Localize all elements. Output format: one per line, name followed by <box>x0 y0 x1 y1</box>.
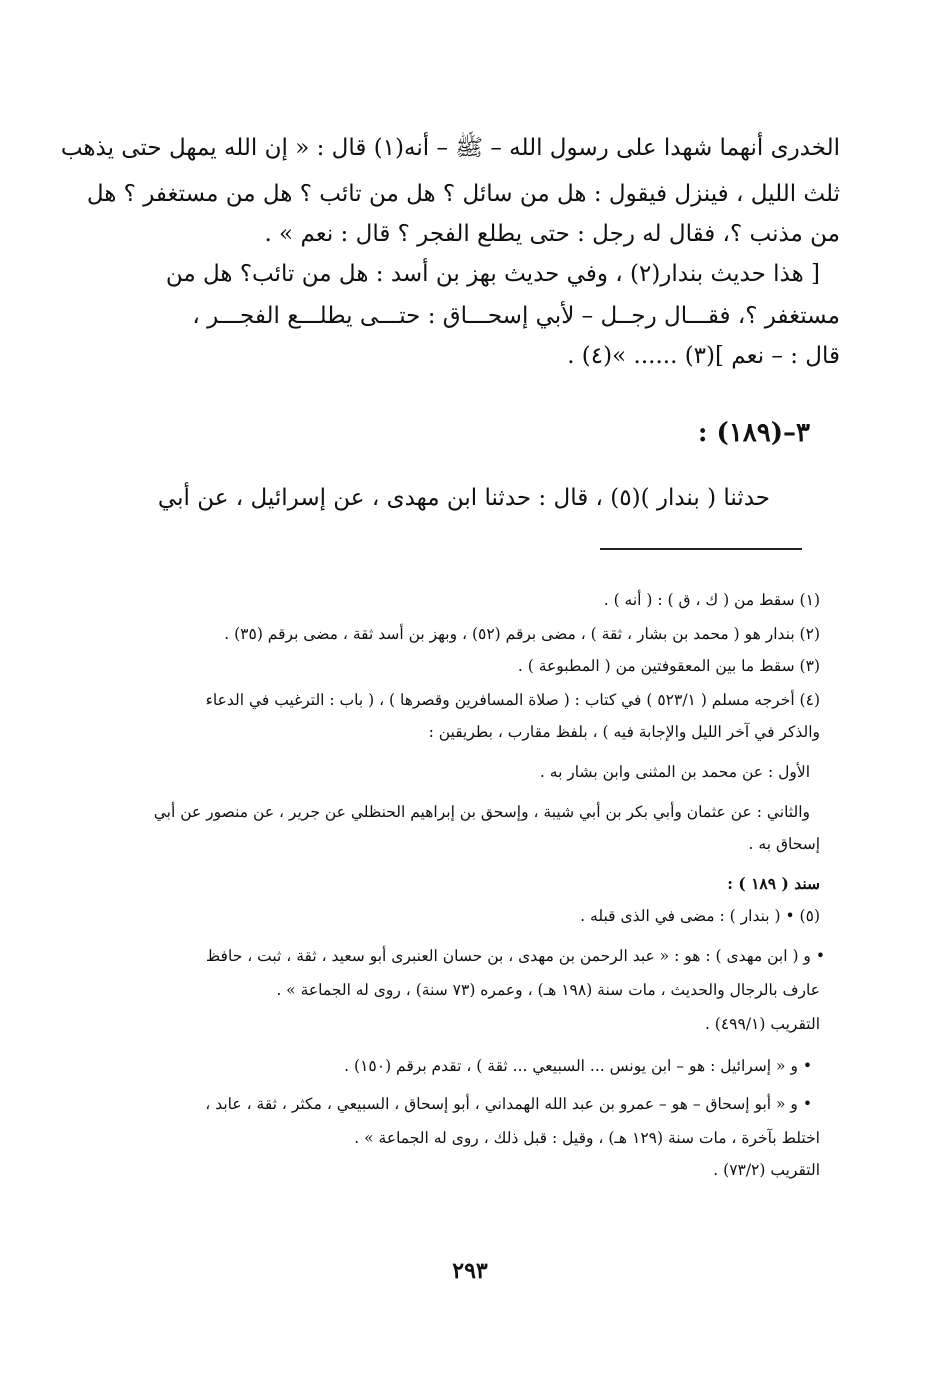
footnote-line: اختلط بآخرة ، مات سنة (١٢٩ هـ) ، وقيل : قبل ذلك ، روى له الجماعة » . <box>354 1129 820 1147</box>
footnote-line: • و ( ابن مهدى ) : هو : « عبد الرحمن بن مهدى ، بن حسان العنبرى أبو سعيد ، ثقة ، ثبت ، حافظ <box>205 947 825 965</box>
page-number: ٢٩٣ <box>452 1258 488 1284</box>
main-line-4: [ هذا حديث بندار(٢) ، وفي حديث بهز بن أسد : هل من تائب؟ هل من <box>165 261 820 287</box>
footnote-separator <box>600 548 802 550</box>
footnote-line: • و « إسرائيل : هو – ابن يونس ... السبيعي ... ثقة ) ، تقدم برقم (١٥٠) . <box>344 1057 812 1075</box>
footnote-line: التقريب (٤٩٩/١) . <box>704 1015 820 1033</box>
footnote-line: والذكر في آخر الليل والإجابة فيه ) ، بلفظ مقارب ، بطريقين : <box>428 723 820 741</box>
footnote-line: الأول : عن محمد بن المثنى وابن بشار به . <box>539 763 810 781</box>
footnote-line: التقريب (٧٣/٢) . <box>713 1161 820 1179</box>
main-line-1: الخدرى أنهما شهدا على رسول الله – ﷺ – أنه(١) قال : « إن الله يمهل حتى يذهب <box>60 135 840 161</box>
main-line-2: ثلث الليل ، فينزل فيقول : هل من سائل ؟ هل من تائب ؟ هل من مستغفر ؟ هل <box>86 181 840 207</box>
main-line-5: مستغفر ؟، فقـــال رجــل – لأبي إسحـــاق : حتـــى يطلـــع الفجـــر ، <box>192 303 840 329</box>
footnote-line: سند ( ١٨٩ ) : <box>727 874 820 893</box>
footnote-line: عارف بالرجال والحديث ، مات سنة (١٩٨ هـ) ، وعمره (٧٣ سنة) ، روى له الجماعة » . <box>276 981 820 999</box>
main-line-6: قال : – نعم ](٣) ...... »(٤) . <box>567 343 840 369</box>
main-line-3: من مذنب ؟، فقال له رجل : حتى يطلع الفجر ؟ قال : نعم » . <box>264 221 840 247</box>
footnote-line: (٣) سقط ما بين المعقوفتين من ( المطبوعة ) . <box>517 657 820 675</box>
hadith-heading: ٣–(١٨٩) : <box>697 418 810 448</box>
footnote-line: إسحاق به . <box>748 835 820 853</box>
footnote-line: (١) سقط من ( ك ، ق ) : ( أنه ) . <box>603 591 820 609</box>
footnote-line: (٥) • ( بندار ) : مضى في الذى قبله . <box>580 907 820 925</box>
footnote-line: والثاني : عن عثمان وأبي بكر بن أبي شيبة ، وإسحق بن إبراهيم الحنظلي عن جرير ، عن منصور عن أبي <box>153 803 810 821</box>
hadith-text: حدثنا ( بندار )(٥) ، قال : حدثنا ابن مهدى ، عن إسرائيل ، عن أبي <box>157 485 770 511</box>
footnote-line: (٢) بندار هو ( محمد بن بشار ، ثقة ) ، مضى برقم (٥٢) ، وبهز بن أسد ثقة ، مضى برقم (٣٥) . <box>224 625 820 643</box>
footnote-line: • و « أبو إسحاق – هو – عمرو بن عبد الله الهمداني ، أبو إسحاق ، السبيعي ، مكثر ، ثقة ، عابد ، <box>205 1095 812 1113</box>
footnote-line: (٤) أخرجه مسلم ( ٥٢٣/١ ) في كتاب : ( صلاة المسافرين وقصرها ) ، ( باب : الترغيب في الدعاء <box>205 691 820 709</box>
